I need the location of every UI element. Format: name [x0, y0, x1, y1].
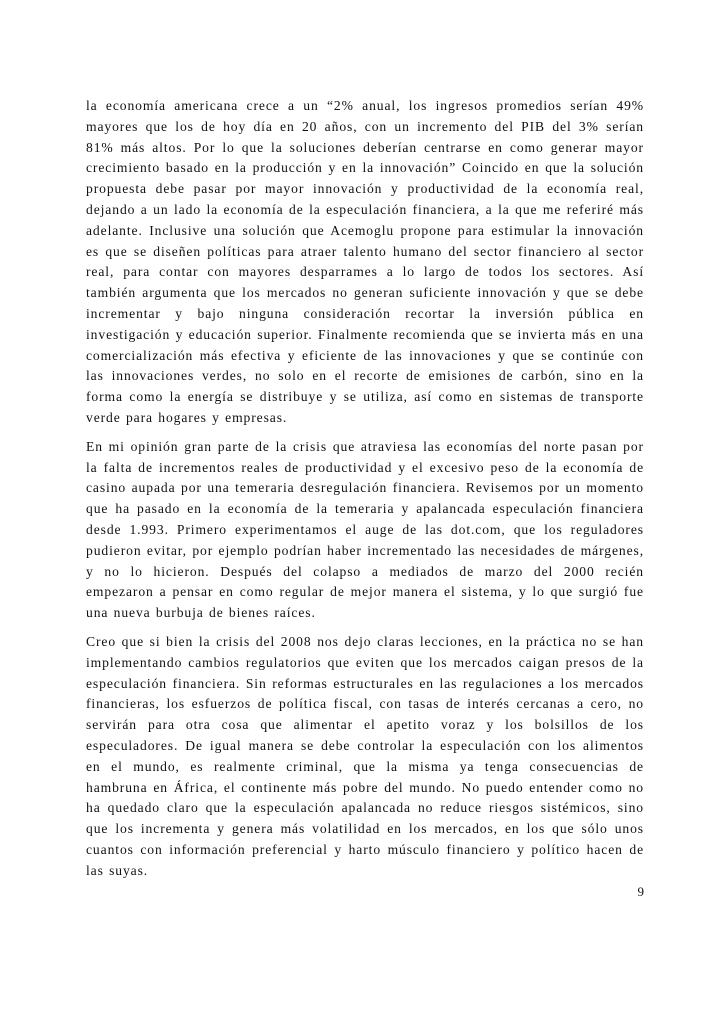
paragraph-1: la economía americana crece a un “2% anual, los ingresos promedios serían 49% mayores que los de hoy día en 20 años, con un incremento del PIB del 3% serían 81% más altos. Por lo que la soluciones deberían centrarse en como generar mayor crecimiento basado en la producción y en la innovación” Coincido en que la solución propuesta debe pasar por mayor innovación y productividad de la economía real, dejando a un lado la economía de la especulación financiera, a la que me referiré más adelante. Inclusive una solución que Acemoglu propone para estimular la innovación es que se diseñen políticas para atraer talento humano del sector financiero al sector real, para contar con mayores desparrames a lo largo de todos los sectores. Así también argumenta que los mercados no generan suficiente innovación y que se debe incrementar y bajo ninguna consideración recortar la inversión pública en investigación y educación superior. Finalmente recomienda que se invierta más en una comercialización más efectiva y eficiente de las innovaciones y que se continúe con las innovaciones verdes, no solo en el recorte de emisiones de carbón, sino en la forma como la energía se distribuye y se utiliza, así como en sistemas de transporte verde para hogares y empresas. [86, 98, 644, 425]
paragraph-2: En mi opinión gran parte de la crisis que atraviesa las economías del norte pasan por la falta de incrementos reales de productividad y el excesivo peso de la economía de casino aupada por una temeraria desregulación financiera. Revisemos por un momento que ha pasado en la economía de la temeraria y apalancada especulación financiera desde 1.993. Primero experimentamos el auge de las dot.com, que los reguladores pudieron evitar, por ejemplo podrían haber incrementado las necesidades de márgenes, y no lo hicieron. Después del colapso a mediados de marzo del 2000 recién empezaron a pensar en como regular de mejor manera el sistema, y lo que surgió fue una nueva burbuja de bienes raíces. [86, 438, 644, 621]
page-number: 9 [637, 884, 644, 899]
paragraph-3: Creo que si bien la crisis del 2008 nos dejo claras lecciones, en la práctica no se han implementando cambios regulatorios que eviten que los mercados caigan presos de la especulación financiera. Sin reformas estructurales en las regulaciones a los mercados financieras, los esfuerzos de política fiscal, con tasas de interés cercanas a cero, no servirán para otra cosa que alimentar el apetito voraz y los bolsillos de los especuladores. De igual manera se debe controlar la especulación con los alimentos en el mundo, es realmente criminal, que la misma ya tenga consecuencias de hambruna en África, el continente más pobre del mundo. No puedo entender como no ha quedado claro que la especulación apalancada no reduce riesgos sistémicos, sino que los incrementa y genera más volatilidad en los mercados, en los que sólo unos cuantos con información preferencial y harto músculo financiero y político hacen de las suyas. [86, 633, 644, 878]
body-text [86, 96, 644, 881]
